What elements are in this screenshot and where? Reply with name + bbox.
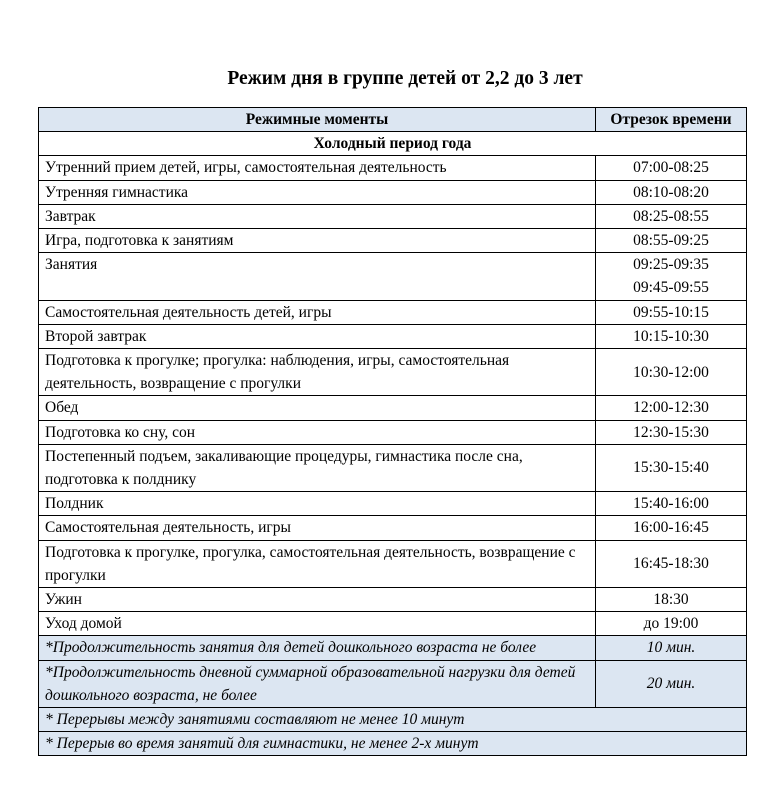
time-cell: 07:00-08:25	[596, 156, 747, 180]
note-text: *Продолжительность занятия для детей дошкольного возраста не более	[39, 636, 596, 660]
time-cell: 10:15-10:30	[596, 324, 747, 348]
table-row	[39, 156, 747, 180]
header-time: Отрезок времени	[596, 108, 747, 132]
time-slot-2: 09:45-09:55	[633, 279, 709, 297]
table-row	[39, 396, 747, 420]
activity-cell: Утренний прием детей, игры, самостоятельная деятельность	[39, 156, 596, 180]
time-cell: 12:00-12:30	[596, 396, 747, 420]
time-cell: 08:25-08:55	[596, 204, 747, 228]
note-value: 10 мин.	[596, 636, 747, 660]
footnote-text: * Перерыв во время занятий для гимнастики, не менее 2-х минут	[39, 732, 747, 756]
table-header-row	[39, 108, 747, 132]
note-text: *Продолжительность дневной суммарной образовательной нагрузки для детей дошкольного возраста, не более	[39, 660, 596, 707]
time-cell: 16:45-18:30	[596, 540, 747, 587]
time-cell: 09:55-10:15	[596, 300, 747, 324]
section-title: Холодный период года	[39, 132, 747, 156]
table-row	[39, 612, 747, 636]
activity-cell: Полдник	[39, 492, 596, 516]
note-row	[39, 660, 747, 707]
time-cell: 18:30	[596, 588, 747, 612]
table-row	[39, 516, 747, 540]
header-activity: Режимные моменты	[39, 108, 596, 132]
time-cell	[596, 253, 747, 300]
time-cell: до 19:00	[596, 612, 747, 636]
table-row	[39, 540, 747, 587]
table-row	[39, 420, 747, 444]
activity-cell: Подготовка к прогулке, прогулка, самостоятельная деятельность, возвращение с прогулки	[39, 540, 596, 587]
time-cell: 12:30-15:30	[596, 420, 747, 444]
time-cell: 16:00-16:45	[596, 516, 747, 540]
page-title: Режим дня в группе детей от 2,2 до 3 лет	[227, 68, 583, 89]
section-row	[39, 132, 747, 156]
footnote-text: * Перерывы между занятиями составляют не менее 10 минут	[39, 708, 747, 732]
table-row	[39, 204, 747, 228]
table-row	[39, 253, 747, 300]
activity-cell: Подготовка ко сну, сон	[39, 420, 596, 444]
footnote-row	[39, 708, 747, 732]
schedule-table	[38, 107, 747, 756]
activity-cell: Обед	[39, 396, 596, 420]
activity-cell: Уход домой	[39, 612, 596, 636]
activity-cell: Постепенный подъем, закаливающие процедуры, гимнастика после сна, подготовка к полднику	[39, 444, 596, 491]
note-row	[39, 636, 747, 660]
time-cell: 08:10-08:20	[596, 180, 747, 204]
time-cell: 15:40-16:00	[596, 492, 747, 516]
footnote-row	[39, 732, 747, 756]
table-row	[39, 588, 747, 612]
activity-cell: Занятия	[39, 253, 596, 300]
table-row	[39, 180, 747, 204]
activity-cell: Ужин	[39, 588, 596, 612]
time-slot-1: 09:25-09:35	[633, 256, 709, 274]
table-row	[39, 444, 747, 491]
table-row	[39, 349, 747, 396]
activity-cell: Завтрак	[39, 204, 596, 228]
table-row	[39, 300, 747, 324]
activity-cell: Самостоятельная деятельность детей, игры	[39, 300, 596, 324]
activity-cell: Игра, подготовка к занятиям	[39, 229, 596, 253]
activity-cell: Утренняя гимнастика	[39, 180, 596, 204]
table-row	[39, 492, 747, 516]
activity-cell: Самостоятельная деятельность, игры	[39, 516, 596, 540]
activity-cell: Подготовка к прогулке; прогулка: наблюдения, игры, самостоятельная деятельность, возвращение с прогулки	[39, 349, 596, 396]
time-cell: 08:55-09:25	[596, 229, 747, 253]
time-cell: 15:30-15:40	[596, 444, 747, 491]
activity-cell: Второй завтрак	[39, 324, 596, 348]
table-row	[39, 324, 747, 348]
table-row	[39, 229, 747, 253]
time-cell: 10:30-12:00	[596, 349, 747, 396]
note-value: 20 мин.	[596, 660, 747, 707]
